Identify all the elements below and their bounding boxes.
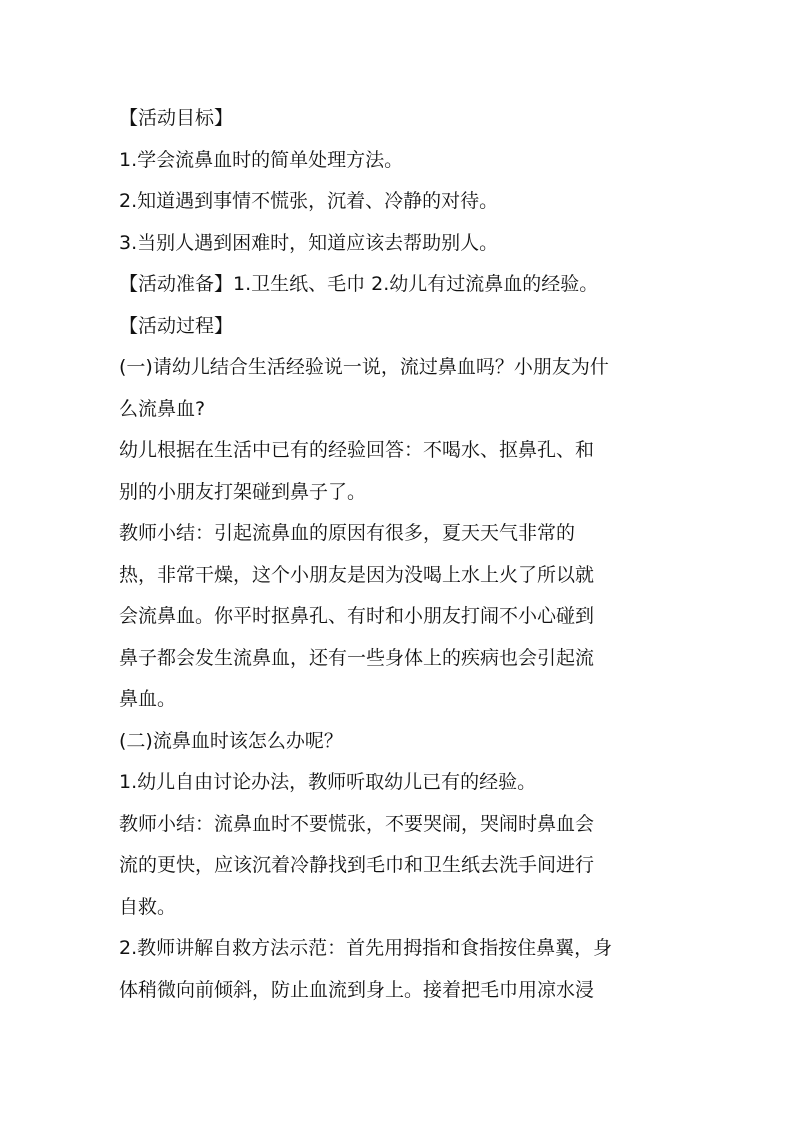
paragraph-line: 热，非常干燥，这个小朋友是因为没喝上水上火了所以就 <box>119 563 595 586</box>
goal-item: 3.当别人遇到困难时，知道应该去帮助别人。 <box>119 231 499 254</box>
paragraph-line: 会流鼻血。你平时抠鼻孔、有时和小朋友打闹不小心碰到 <box>119 605 595 627</box>
paragraph-line: 教师小结：引起流鼻血的原因有很多，夏天天气非常的 <box>119 522 576 544</box>
paragraph-line: 幼儿根据在生活中已有的经验回答：不喝水、抠鼻孔、和 <box>119 439 595 461</box>
paragraph-line: 鼻子都会发生流鼻血，还有一些身体上的疾病也会引起流 <box>119 646 595 669</box>
paragraph-line: 教师小结：流鼻血时不要慌张，不要哭闹，哭闹时鼻血会 <box>119 812 595 835</box>
paragraph-line: (一)请幼儿结合生活经验说一说，流过鼻血吗？小朋友为什 <box>119 356 609 378</box>
goal-item: 2.知道遇到事情不慌张，沉着、冷静的对待。 <box>119 190 499 212</box>
paragraph-line: 流的更快，应该沉着冷静找到毛巾和卫生纸去洗手间进行 <box>119 854 595 876</box>
paragraph-line: 自救。 <box>119 895 177 918</box>
paragraph-line: 2.教师讲解自救方法示范：首先用拇指和食指按住鼻翼，身 <box>119 937 613 959</box>
paragraph-line: 1.幼儿自由讨论办法，教师听取幼儿已有的经验。 <box>119 771 537 793</box>
goal-item: 1.学会流鼻血时的简单处理方法。 <box>119 148 404 171</box>
document-body <box>119 98 679 1011</box>
section-heading-activity-process: 【活动过程】 <box>119 314 234 337</box>
subsection-heading: (二)流鼻血时该怎么办呢？ <box>119 729 343 752</box>
paragraph-line: 鼻血。 <box>119 688 177 710</box>
paragraph-line: 么流鼻血? <box>119 397 206 420</box>
paragraph-line: 别的小朋友打架碰到鼻子了。 <box>119 480 367 503</box>
section-heading-activity-goals: 【活动目标】 <box>119 107 234 129</box>
paragraph-line: 体稍微向前倾斜，防止血流到身上。接着把毛巾用凉水浸 <box>119 978 595 1001</box>
section-heading-activity-preparation: 【活动准备】1.卫生纸、毛巾 2.幼儿有过流鼻血的经验。 <box>119 273 599 295</box>
